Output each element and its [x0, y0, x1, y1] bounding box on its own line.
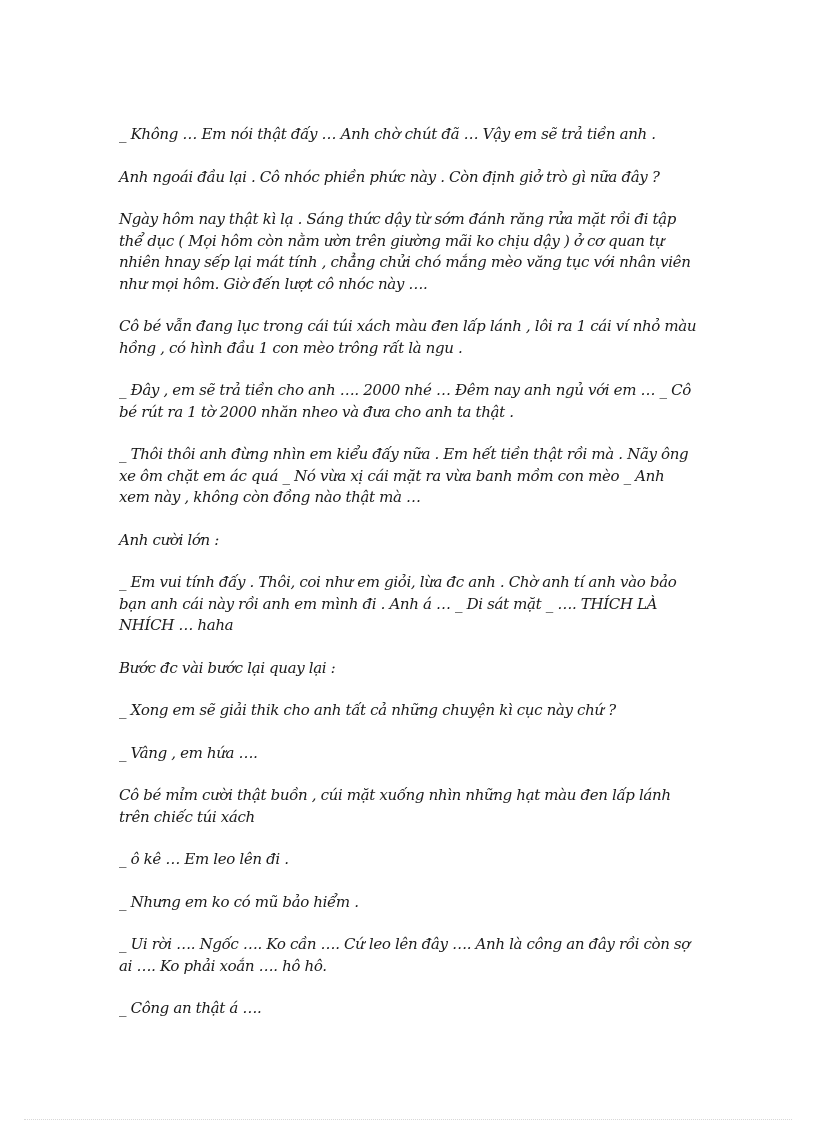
- paragraph: _ Vâng , em hứa ….: [119, 743, 258, 762]
- paragraph: _ Công an thật á ….: [119, 999, 262, 1017]
- paragraph: Ngày hôm nay thật kì lạ . Sáng thức dậy từ sớm đánh răng rửa mặt rồi đi tập thể dục ( Mọi hôm còn nằm ườn trên giường mãi ko chịu dậy ) ở cơ quan tự nhiên hnay sếp lại mát tính , chẳng chửi chó mắng mèo văng tục với nhân viên như mọi hôm. Giờ đến lượt cô nhóc này ….: [119, 210, 691, 293]
- paragraph: Cô bé mỉm cười thật buồn , cúi mặt xuống nhìn những hạt màu đen lấp lánh trên chiếc túi xách: [119, 786, 671, 826]
- page-bottom-edge: [24, 1119, 792, 1120]
- paragraph: Bước đc vài bước lại quay lại :: [119, 658, 336, 677]
- paragraph: _ Thôi thôi anh đừng nhìn em kiểu đấy nữa . Em hết tiền thật rồi mà . Nãy ông xe ôm chặt em ác quá _ Nó vừa xị cái mặt ra vừa banh mồm con mèo _ Anh xem này , không còn đồng nào thật mà …: [119, 445, 689, 506]
- paragraph: _ Không … Em nói thật đấy … Anh chờ chút đã … Vậy em sẽ trả tiền anh .: [119, 125, 656, 143]
- paragraph: Cô bé vẫn đang lục trong cái túi xách màu đen lấp lánh , lôi ra 1 cái ví nhỏ màu hồng , có hình đầu 1 con mèo trông rất là ngu .: [119, 317, 697, 357]
- paragraph: _ Em vui tính đấy . Thôi, coi như em giỏi, lừa đc anh . Chờ anh tí anh vào bảo bạn anh cái này rồi anh em mình đi . Anh á … _ Di sát mặt _ …. THÍCH LÀ NHÍCH … haha: [119, 573, 677, 634]
- paragraph: Anh ngoái đầu lại . Cô nhóc phiền phức này . Còn định giở trò gì nữa đây ?: [119, 167, 660, 186]
- paragraph: _ ô kê … Em leo lên đi .: [119, 850, 289, 868]
- paragraph: _ Xong em sẽ giải thik cho anh tất cả những chuyện kì cục này chứ ?: [119, 701, 616, 719]
- paragraph: Anh cười lớn :: [119, 530, 219, 549]
- story-text: [119, 124, 699, 1041]
- paragraph: _ Nhưng em ko có mũ bảo hiểm .: [119, 892, 359, 911]
- paragraph: _ Đây , em sẽ trả tiền cho anh …. 2000 nhé … Đêm nay anh ngủ với em … _ Cô bé rút ra 1 tờ 2000 nhăn nheo và đưa cho anh ta thật .: [119, 381, 691, 421]
- paragraph: _ Ui rời …. Ngốc …. Ko cần …. Cứ leo lên đây …. Anh là công an đây rồi còn sợ ai …. Ko phải xoắn …. hô hô.: [119, 935, 690, 975]
